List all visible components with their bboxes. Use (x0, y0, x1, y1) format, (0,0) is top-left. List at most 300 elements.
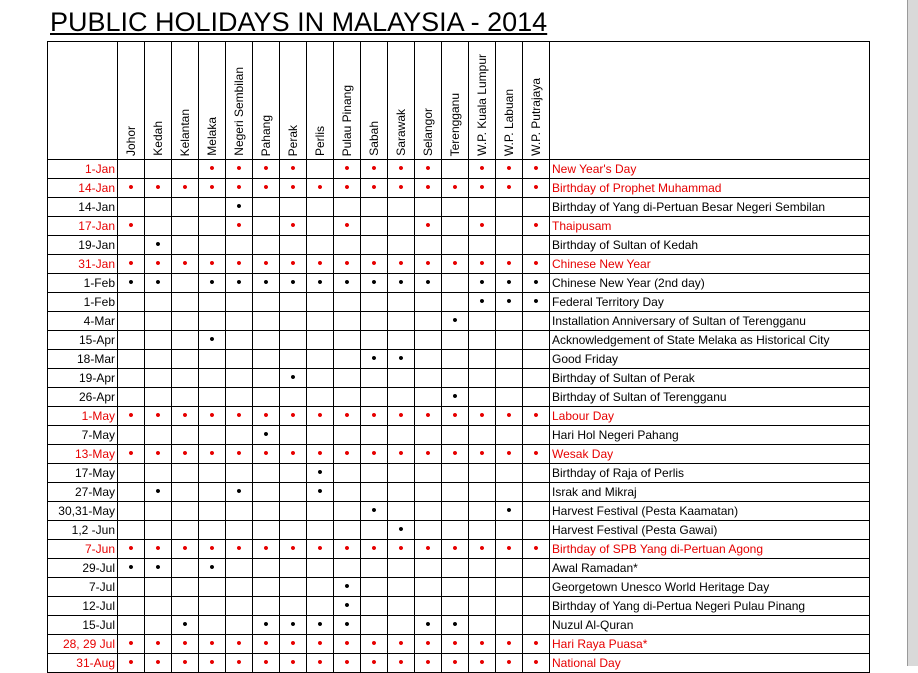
empty-cell (172, 502, 199, 521)
holiday-mark: • (334, 540, 361, 559)
holiday-mark: • (415, 616, 442, 635)
holiday-mark: • (442, 179, 469, 198)
empty-cell (442, 464, 469, 483)
table-row (48, 464, 870, 483)
empty-cell (361, 578, 388, 597)
empty-cell (172, 521, 199, 540)
empty-cell (118, 483, 145, 502)
empty-cell (280, 388, 307, 407)
empty-cell (415, 331, 442, 350)
empty-cell (118, 369, 145, 388)
holiday-mark: • (469, 217, 496, 236)
empty-cell (415, 312, 442, 331)
empty-cell (145, 198, 172, 217)
holiday-mark: • (496, 445, 523, 464)
empty-cell (145, 217, 172, 236)
holiday-name-cell: Good Friday (550, 350, 870, 369)
table-row (48, 331, 870, 350)
empty-cell (307, 426, 334, 445)
holiday-name-cell: Georgetown Unesco World Heritage Day (550, 578, 870, 597)
holiday-mark: • (388, 521, 415, 540)
empty-cell (172, 198, 199, 217)
state-header (442, 42, 469, 160)
empty-cell (361, 426, 388, 445)
holiday-mark: • (172, 445, 199, 464)
empty-cell (226, 331, 253, 350)
empty-cell (280, 464, 307, 483)
empty-cell (415, 464, 442, 483)
holiday-mark: • (388, 350, 415, 369)
empty-cell (415, 578, 442, 597)
empty-cell (118, 388, 145, 407)
holiday-name-cell: Federal Territory Day (550, 293, 870, 312)
empty-cell (496, 369, 523, 388)
holiday-mark: • (496, 540, 523, 559)
holiday-mark: • (199, 255, 226, 274)
empty-cell (172, 578, 199, 597)
date-cell: 19-Apr (48, 369, 118, 388)
holiday-mark: • (415, 407, 442, 426)
empty-cell (226, 293, 253, 312)
holiday-mark: • (415, 274, 442, 293)
holiday-name-cell: National Day (550, 654, 870, 673)
empty-cell (388, 198, 415, 217)
empty-cell (280, 236, 307, 255)
empty-cell (415, 198, 442, 217)
empty-cell (118, 521, 145, 540)
holiday-mark: • (334, 274, 361, 293)
holiday-mark: • (361, 540, 388, 559)
empty-cell (388, 559, 415, 578)
empty-cell (415, 236, 442, 255)
state-label: Pahang (259, 114, 273, 156)
holiday-mark: • (523, 255, 550, 274)
table-row (48, 350, 870, 369)
empty-cell (307, 559, 334, 578)
holiday-mark: • (145, 236, 172, 255)
date-cell: 15-Apr (48, 331, 118, 350)
empty-cell (199, 293, 226, 312)
holiday-mark: • (307, 255, 334, 274)
empty-cell (145, 578, 172, 597)
holiday-mark: • (307, 464, 334, 483)
empty-cell (199, 502, 226, 521)
date-cell: 31-Jan (48, 255, 118, 274)
holiday-mark: • (280, 160, 307, 179)
holiday-mark: • (442, 388, 469, 407)
holiday-mark: • (469, 407, 496, 426)
empty-cell (226, 464, 253, 483)
empty-cell (469, 331, 496, 350)
empty-cell (226, 369, 253, 388)
empty-cell (388, 483, 415, 502)
holiday-mark: • (118, 179, 145, 198)
empty-cell (469, 369, 496, 388)
empty-cell (253, 464, 280, 483)
holiday-mark: • (415, 540, 442, 559)
holiday-name-cell: Acknowledgement of State Melaka as Historical City (550, 331, 870, 350)
date-cell: 1-Feb (48, 274, 118, 293)
holiday-mark: • (226, 635, 253, 654)
empty-cell (145, 502, 172, 521)
holiday-mark: • (361, 502, 388, 521)
holiday-mark: • (172, 616, 199, 635)
holiday-name-header-cell (550, 42, 870, 160)
holiday-mark: • (415, 654, 442, 673)
holiday-mark: • (199, 445, 226, 464)
empty-cell (361, 388, 388, 407)
holiday-name-cell: Awal Ramadan* (550, 559, 870, 578)
holiday-mark: • (145, 483, 172, 502)
empty-cell (361, 236, 388, 255)
holiday-mark: • (118, 559, 145, 578)
table-row (48, 198, 870, 217)
empty-cell (496, 597, 523, 616)
date-cell: 4-Mar (48, 312, 118, 331)
table-row (48, 160, 870, 179)
holiday-name-cell: Thaipusam (550, 217, 870, 236)
empty-cell (388, 597, 415, 616)
table-row (48, 559, 870, 578)
empty-cell (199, 236, 226, 255)
holiday-mark: • (469, 274, 496, 293)
state-label: Negeri Sembilan (232, 67, 246, 156)
empty-cell (199, 312, 226, 331)
empty-cell (253, 293, 280, 312)
holiday-mark: • (523, 407, 550, 426)
holiday-mark: • (226, 179, 253, 198)
empty-cell (496, 331, 523, 350)
holiday-mark: • (334, 597, 361, 616)
empty-cell (496, 521, 523, 540)
empty-cell (280, 578, 307, 597)
holiday-mark: • (469, 160, 496, 179)
empty-cell (118, 502, 145, 521)
holiday-mark: • (496, 255, 523, 274)
empty-cell (496, 388, 523, 407)
table-row (48, 217, 870, 236)
empty-cell (496, 312, 523, 331)
empty-cell (388, 388, 415, 407)
empty-cell (361, 597, 388, 616)
empty-cell (442, 274, 469, 293)
date-cell: 27-May (48, 483, 118, 502)
holiday-mark: • (253, 445, 280, 464)
empty-cell (226, 521, 253, 540)
empty-cell (442, 236, 469, 255)
holiday-mark: • (307, 179, 334, 198)
table-row (48, 635, 870, 654)
empty-cell (334, 331, 361, 350)
date-cell: 26-Apr (48, 388, 118, 407)
state-label: Melaka (205, 117, 219, 156)
holiday-name-cell: Harvest Festival (Pesta Kaamatan) (550, 502, 870, 521)
empty-cell (199, 597, 226, 616)
empty-cell (496, 236, 523, 255)
empty-cell (361, 521, 388, 540)
table-row (48, 540, 870, 559)
empty-cell (172, 236, 199, 255)
holiday-mark: • (442, 654, 469, 673)
holiday-name-cell: Hari Hol Negeri Pahang (550, 426, 870, 445)
holiday-name-cell: Birthday of Yang di-Pertuan Besar Negeri Sembilan (550, 198, 870, 217)
empty-cell (523, 426, 550, 445)
empty-cell (415, 502, 442, 521)
empty-cell (442, 350, 469, 369)
state-label: Pulau Pinang (340, 84, 354, 156)
empty-cell (172, 331, 199, 350)
empty-cell (226, 616, 253, 635)
holiday-mark: • (280, 635, 307, 654)
empty-cell (388, 369, 415, 388)
state-header (388, 42, 415, 160)
state-header (145, 42, 172, 160)
state-header (226, 42, 253, 160)
holiday-mark: • (118, 635, 145, 654)
holiday-mark: • (226, 255, 253, 274)
holiday-name-cell: Israk and Mikraj (550, 483, 870, 502)
holiday-mark: • (226, 483, 253, 502)
empty-cell (145, 426, 172, 445)
holiday-mark: • (388, 540, 415, 559)
empty-cell (442, 331, 469, 350)
holiday-mark: • (307, 483, 334, 502)
empty-cell (280, 426, 307, 445)
holiday-mark: • (469, 445, 496, 464)
empty-cell (118, 293, 145, 312)
holiday-mark: • (307, 635, 334, 654)
table-row (48, 426, 870, 445)
empty-cell (253, 350, 280, 369)
empty-cell (253, 578, 280, 597)
empty-cell (280, 502, 307, 521)
holiday-mark: • (523, 635, 550, 654)
holiday-mark: • (334, 217, 361, 236)
holiday-mark: • (199, 654, 226, 673)
state-header (469, 42, 496, 160)
empty-cell (442, 502, 469, 521)
empty-cell (118, 616, 145, 635)
holiday-mark: • (172, 635, 199, 654)
holiday-mark: • (280, 616, 307, 635)
empty-cell (199, 521, 226, 540)
empty-cell (442, 597, 469, 616)
empty-cell (307, 521, 334, 540)
holiday-mark: • (334, 578, 361, 597)
empty-cell (118, 464, 145, 483)
empty-cell (253, 483, 280, 502)
holiday-mark: • (496, 635, 523, 654)
holiday-mark: • (496, 274, 523, 293)
empty-cell (199, 388, 226, 407)
empty-cell (415, 350, 442, 369)
empty-cell (523, 502, 550, 521)
empty-cell (226, 350, 253, 369)
state-label: Sarawak (394, 109, 408, 156)
empty-cell (280, 521, 307, 540)
empty-cell (307, 217, 334, 236)
empty-cell (172, 426, 199, 445)
holiday-mark: • (415, 635, 442, 654)
empty-cell (145, 597, 172, 616)
state-label: Perak (286, 124, 300, 156)
table-row (48, 654, 870, 673)
holiday-mark: • (145, 635, 172, 654)
empty-cell (253, 236, 280, 255)
holiday-mark: • (307, 540, 334, 559)
date-cell: 7-May (48, 426, 118, 445)
empty-cell (199, 350, 226, 369)
holiday-mark: • (334, 407, 361, 426)
holiday-mark: • (199, 331, 226, 350)
empty-cell (523, 464, 550, 483)
empty-cell (469, 483, 496, 502)
table-row (48, 445, 870, 464)
holiday-mark: • (496, 407, 523, 426)
holiday-mark: • (388, 654, 415, 673)
holiday-mark: • (361, 179, 388, 198)
empty-cell (334, 426, 361, 445)
table-row (48, 521, 870, 540)
empty-cell (469, 198, 496, 217)
holiday-mark: • (523, 217, 550, 236)
holiday-mark: • (469, 179, 496, 198)
empty-cell (172, 217, 199, 236)
empty-cell (253, 369, 280, 388)
empty-cell (415, 521, 442, 540)
empty-cell (145, 350, 172, 369)
holiday-name-cell: Hari Raya Puasa* (550, 635, 870, 654)
holiday-name-cell: Birthday of Prophet Muhammad (550, 179, 870, 198)
empty-cell (253, 502, 280, 521)
holiday-mark: • (118, 217, 145, 236)
empty-cell (145, 160, 172, 179)
holiday-mark: • (442, 312, 469, 331)
holiday-name-cell: Wesak Day (550, 445, 870, 464)
empty-cell (280, 597, 307, 616)
holiday-mark: • (280, 369, 307, 388)
empty-cell (226, 426, 253, 445)
empty-cell (307, 198, 334, 217)
empty-cell (307, 502, 334, 521)
empty-cell (361, 198, 388, 217)
holiday-mark: • (172, 407, 199, 426)
holiday-mark: • (199, 559, 226, 578)
date-cell: 31-Aug (48, 654, 118, 673)
empty-cell (361, 483, 388, 502)
holiday-mark: • (226, 198, 253, 217)
holiday-table-body (48, 160, 870, 673)
empty-cell (361, 616, 388, 635)
holiday-mark: • (469, 293, 496, 312)
empty-cell (388, 464, 415, 483)
holiday-mark: • (442, 255, 469, 274)
table-row (48, 369, 870, 388)
holiday-mark: • (226, 217, 253, 236)
table-row (48, 236, 870, 255)
empty-cell (226, 236, 253, 255)
table-row (48, 388, 870, 407)
empty-cell (334, 521, 361, 540)
table-row (48, 502, 870, 521)
empty-cell (253, 198, 280, 217)
empty-cell (172, 464, 199, 483)
holiday-name-cell: Birthday of Sultan of Perak (550, 369, 870, 388)
empty-cell (334, 236, 361, 255)
empty-cell (442, 426, 469, 445)
state-label: W.P. Kuala Lumpur (475, 54, 489, 156)
empty-cell (388, 331, 415, 350)
holiday-mark: • (145, 407, 172, 426)
holiday-mark: • (307, 616, 334, 635)
empty-cell (280, 559, 307, 578)
holiday-mark: • (280, 274, 307, 293)
empty-cell (118, 350, 145, 369)
holiday-mark: • (118, 540, 145, 559)
empty-cell (226, 502, 253, 521)
empty-cell (469, 388, 496, 407)
empty-cell (280, 331, 307, 350)
state-label: Sabah (367, 121, 381, 156)
empty-cell (388, 616, 415, 635)
holiday-mark: • (523, 160, 550, 179)
holiday-mark: • (361, 160, 388, 179)
empty-cell (415, 293, 442, 312)
holiday-mark: • (145, 445, 172, 464)
holiday-mark: • (361, 274, 388, 293)
holiday-mark: • (226, 654, 253, 673)
empty-cell (523, 597, 550, 616)
holiday-mark: • (280, 407, 307, 426)
state-header (415, 42, 442, 160)
holiday-mark: • (388, 635, 415, 654)
empty-cell (469, 559, 496, 578)
empty-cell (361, 312, 388, 331)
holiday-mark: • (226, 540, 253, 559)
date-cell: 14-Jan (48, 198, 118, 217)
holiday-mark: • (199, 540, 226, 559)
empty-cell (307, 597, 334, 616)
holiday-name-cell: Birthday of Raja of Perlis (550, 464, 870, 483)
empty-cell (442, 160, 469, 179)
empty-cell (496, 616, 523, 635)
holiday-mark: • (226, 274, 253, 293)
date-cell: 1,2 -Jun (48, 521, 118, 540)
state-header (334, 42, 361, 160)
empty-cell (442, 578, 469, 597)
holiday-mark: • (280, 217, 307, 236)
holiday-mark: • (226, 445, 253, 464)
holiday-mark: • (226, 160, 253, 179)
holiday-mark: • (253, 407, 280, 426)
empty-cell (118, 578, 145, 597)
holiday-mark: • (523, 445, 550, 464)
empty-cell (442, 217, 469, 236)
empty-cell (145, 369, 172, 388)
holiday-mark: • (334, 160, 361, 179)
empty-cell (415, 369, 442, 388)
holiday-mark: • (496, 293, 523, 312)
state-header (118, 42, 145, 160)
empty-cell (334, 312, 361, 331)
empty-cell (334, 369, 361, 388)
empty-cell (442, 483, 469, 502)
empty-cell (145, 312, 172, 331)
empty-cell (523, 616, 550, 635)
empty-cell (469, 521, 496, 540)
empty-cell (388, 217, 415, 236)
holiday-name-cell: Harvest Festival (Pesta Gawai) (550, 521, 870, 540)
